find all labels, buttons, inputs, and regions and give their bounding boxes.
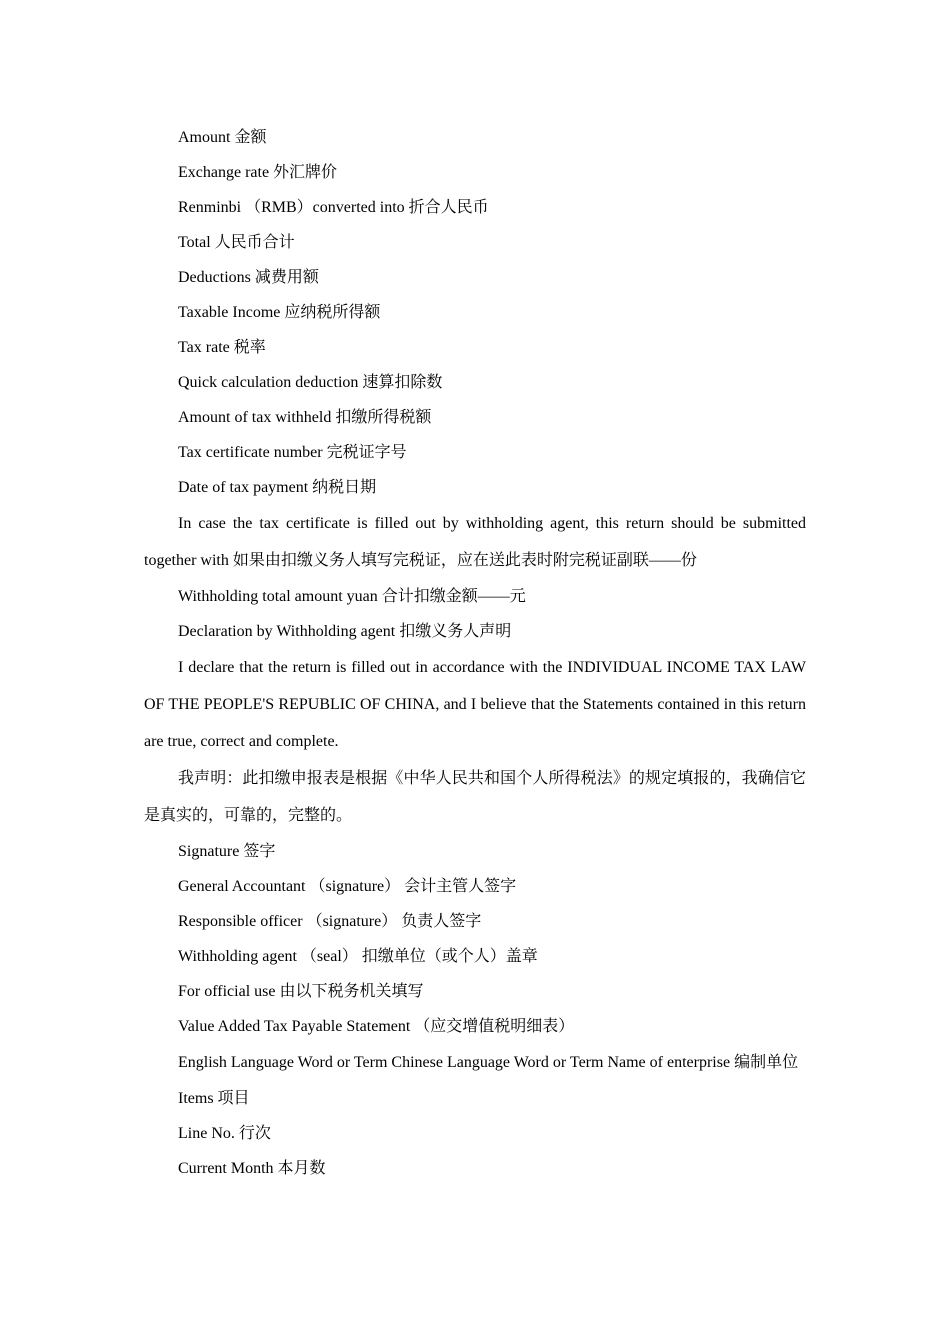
text-line: Line No. 行次	[178, 1125, 271, 1142]
paragraph-terms: English Language Word or Term Chinese Language Word or Term Name of enterprise 编制单位	[178, 1054, 799, 1071]
paragraph-declaration-chinese: 我声明：此扣缴申报表是根据《中华人民共和国个人所得税法》的规定填报的，我确信它是真实的，可靠的，完整的。	[144, 770, 806, 824]
text-line: Amount of tax withheld 扣缴所得税额	[178, 409, 432, 426]
text-line: Responsible officer （signature） 负责人签字	[178, 913, 482, 930]
text-line: Date of tax payment 纳税日期	[178, 479, 377, 496]
text-line: Withholding agent （seal） 扣缴单位（或个人）盖章	[178, 948, 538, 965]
text-line: Withholding total amount yuan 合计扣缴金额——元	[178, 588, 526, 605]
text-line: Renminbi （RMB）converted into 折合人民币	[178, 199, 489, 216]
text-line: Signature 签字	[178, 843, 276, 860]
text-line: Declaration by Withholding agent 扣缴义务人声明	[178, 623, 512, 640]
text-line: For official use 由以下税务机关填写	[178, 983, 424, 1000]
text-line: Current Month 本月数	[178, 1160, 326, 1177]
document-body	[144, 120, 806, 1186]
text-line: Items 项目	[178, 1090, 250, 1107]
text-line: General Accountant （signature） 会计主管人签字	[178, 878, 517, 895]
paragraph-declaration-english: I declare that the return is filled out in accordance with the INDIVIDUAL INCOME TAX LAW OF THE PEOPLE'S REPUBLIC OF CHINA, and I believe that the Statements contained in this return are true, correct and complete.	[144, 659, 806, 750]
text-line: Quick calculation deduction 速算扣除数	[178, 374, 443, 391]
text-line: Tax certificate number 完税证字号	[178, 444, 407, 461]
text-line: Exchange rate 外汇牌价	[178, 164, 338, 181]
text-line: Total 人民币合计	[178, 234, 295, 251]
text-line: Deductions 减费用额	[178, 269, 319, 286]
text-line: Taxable Income 应纳税所得额	[178, 304, 381, 321]
text-line: Amount 金额	[178, 129, 267, 146]
paragraph-tax-certificate: In case the tax certificate is filled out by withholding agent, this return should be submitted together with 如果由扣缴义务人填写完税证，应在送此表时附完税证副联——份	[144, 515, 806, 569]
text-line: Tax rate 税率	[178, 339, 266, 356]
text-line: Value Added Tax Payable Statement （应交增值税明细表）	[178, 1018, 575, 1035]
